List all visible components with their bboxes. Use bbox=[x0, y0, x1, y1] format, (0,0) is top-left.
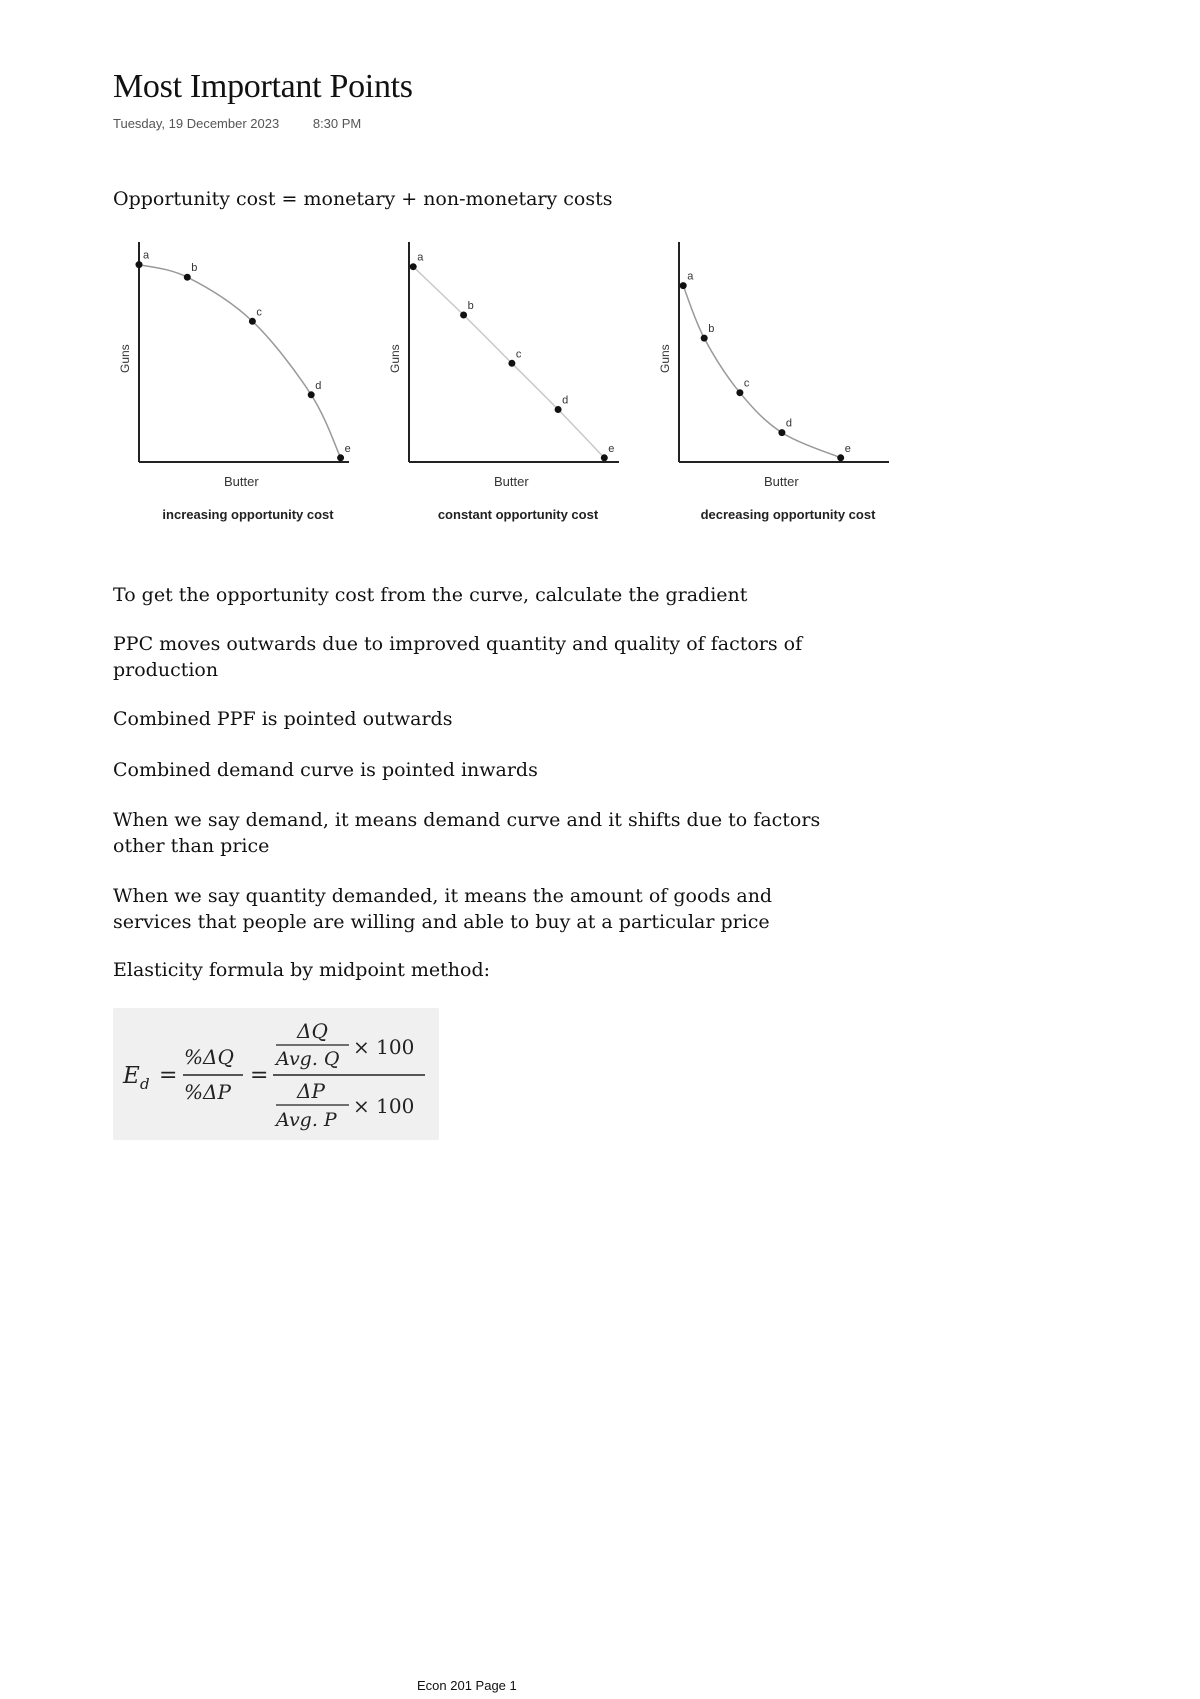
formula-eq-2: = bbox=[250, 1063, 269, 1088]
formula-avg-p: Avg. P bbox=[276, 1109, 337, 1131]
page-title: Most Important Points bbox=[113, 68, 413, 105]
ppc-point-label-b: b bbox=[467, 300, 474, 312]
formula-avg-q: Avg. Q bbox=[276, 1048, 340, 1070]
formula-times-100-bottom: × 100 bbox=[353, 1094, 415, 1118]
ppc-chart-1 bbox=[118, 242, 351, 522]
ppc-point-d bbox=[555, 406, 562, 413]
formula-lhs-sub: d bbox=[140, 1075, 150, 1093]
ppc-point-a bbox=[680, 282, 687, 289]
ppc-point-label-b: b bbox=[191, 262, 198, 275]
ppc-curve bbox=[683, 286, 841, 458]
ppc-point-d bbox=[308, 391, 315, 398]
ppc-point-label-c: c bbox=[256, 306, 262, 319]
x-axis-label: Butter bbox=[224, 474, 259, 489]
ppc-chart-2 bbox=[388, 242, 619, 522]
formula-eq-1: = bbox=[159, 1063, 178, 1088]
paragraph-combined-demand: Combined demand curve is pointed inwards bbox=[113, 759, 538, 781]
ppc-point-label-d: d bbox=[785, 417, 793, 430]
ppc-point-a bbox=[410, 263, 417, 270]
page-footer: Econ 201 Page 1 bbox=[417, 1678, 517, 1693]
ppc-point-b bbox=[701, 335, 708, 342]
ppc-point-d bbox=[778, 429, 785, 436]
formula-pct-q: %ΔQ bbox=[184, 1045, 234, 1069]
paragraph-gradient: To get the opportunity cost from the curve, calculate the gradient bbox=[113, 584, 748, 606]
page-date: Tuesday, 19 December 2023 bbox=[113, 116, 280, 131]
y-axis-label: Guns bbox=[388, 344, 402, 373]
x-axis-label: Butter bbox=[764, 474, 799, 489]
formula-times-100-top: × 100 bbox=[353, 1035, 415, 1059]
elasticity-formula bbox=[113, 1008, 439, 1140]
formula-lhs: E bbox=[123, 1063, 140, 1089]
y-axis-label: Guns bbox=[658, 344, 672, 373]
paragraph-ppc-moves: PPC moves outwards due to improved quantity and quality of factors of production bbox=[113, 633, 803, 681]
ppc-point-c bbox=[249, 318, 256, 325]
ppc-point-label-a: a bbox=[143, 249, 150, 262]
ppc-point-label-b: b bbox=[708, 323, 715, 336]
ppc-point-label-c: c bbox=[743, 377, 750, 390]
paragraph-quantity-demanded: When we say quantity demanded, it means the amount of goods and services that people are willing and able to buy at a particular price bbox=[113, 885, 773, 933]
formula-pct-p: %ΔP bbox=[184, 1080, 231, 1104]
formula-dq: ΔQ bbox=[297, 1019, 328, 1043]
formula-dp: ΔP bbox=[297, 1079, 325, 1103]
ppc-point-label-e: e bbox=[344, 442, 351, 455]
ppc-point-c bbox=[736, 389, 743, 396]
paragraph-elasticity: Elasticity formula by midpoint method: bbox=[113, 959, 491, 981]
ppc-point-label-a: a bbox=[687, 270, 694, 283]
ppc-point-label-d: d bbox=[315, 379, 322, 392]
ppc-curve bbox=[139, 265, 341, 458]
chart-caption: increasing opportunity cost bbox=[162, 507, 334, 522]
ppc-figure bbox=[113, 228, 903, 548]
ppc-point-label-c: c bbox=[515, 348, 522, 361]
paragraph-demand: When we say demand, it means demand curve and it shifts due to factors other than price bbox=[113, 809, 821, 857]
paragraph-combined-ppf: Combined PPF is pointed outwards bbox=[113, 708, 453, 730]
ppc-chart-3 bbox=[658, 242, 889, 522]
x-axis-label: Butter bbox=[494, 474, 529, 489]
ppc-point-e bbox=[837, 454, 844, 461]
ppc-point-e bbox=[337, 454, 344, 461]
ppc-point-label-e: e bbox=[844, 442, 851, 455]
ppc-point-label-d: d bbox=[562, 394, 569, 407]
ppc-point-b bbox=[460, 312, 467, 319]
chart-caption: constant opportunity cost bbox=[437, 507, 599, 522]
page-meta bbox=[113, 116, 361, 131]
formula-svg bbox=[113, 1008, 439, 1140]
page-time: 8:30 PM bbox=[312, 116, 362, 131]
ppc-point-c bbox=[508, 360, 515, 367]
ppc-point-label-e: e bbox=[608, 442, 615, 455]
ppc-point-e bbox=[601, 454, 608, 461]
ppc-charts bbox=[113, 228, 903, 548]
y-axis-label: Guns bbox=[118, 344, 132, 373]
ppc-point-a bbox=[136, 261, 143, 268]
ppc-point-label-a: a bbox=[417, 251, 424, 264]
paragraph-opportunity-cost: Opportunity cost = monetary + non-monetary costs bbox=[113, 188, 613, 210]
ppc-point-b bbox=[184, 274, 191, 281]
chart-caption: decreasing opportunity cost bbox=[700, 507, 876, 522]
